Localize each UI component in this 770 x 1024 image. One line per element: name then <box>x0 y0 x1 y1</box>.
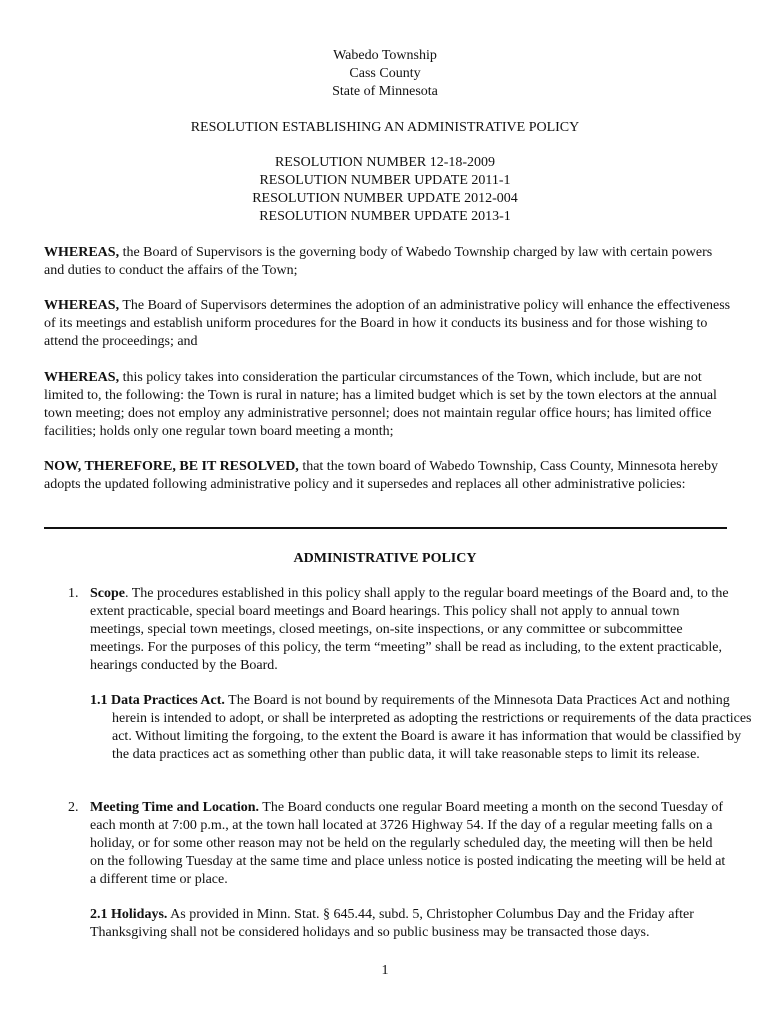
whereas-text: the Board of Supervisors is the governing body of Wabedo Township charged by law with certain powers and duties to conduct the affairs of the Town; <box>44 245 713 278</box>
resolution-number: RESOLUTION NUMBER 12-18-2009 <box>274 155 496 170</box>
state-name: State of Minnesota <box>332 84 438 99</box>
township-name: Wabedo Township <box>333 48 437 63</box>
whereas-clause <box>44 369 734 441</box>
resolution-number: RESOLUTION NUMBER UPDATE 2012-004 <box>252 191 518 206</box>
section-text: . The procedures established in this policy shall apply to the regular board meetings of the Board and, to the extent practicable, special board meetings and Board hearings. This policy shall not apply to annual town meetings, special town meetings, closed meetings, on-site inspections, or any committee or subcommittee meetings. For the purposes of this policy, the term “meeting” shall be read as including, to the extent practicable, hearings conducted by the Board. <box>90 586 729 673</box>
whereas-text: this policy takes into consideration the particular circumstances of the Town, which include, but are not limited to, the following: the Town is rural in nature; has a limited budget which is set by the town electors at the annual town meeting; does not employ any administrative personnel; does not maintain regular office hours; has limited office facilities; holds only one regular town board meeting a month; <box>44 370 717 439</box>
page-number: 1 <box>381 963 389 978</box>
policy-section-meeting-time <box>90 799 730 889</box>
county-name: Cass County <box>349 66 421 81</box>
section-number: 2. <box>68 800 79 815</box>
section-text: The Board conducts one regular Board meeting a month on the second Tuesday of each month at 7:00 p.m., at the town hall located at 3726 Highway 54. If the day of a regular meeting falls on a holiday, or for some other reason may not be held on the regularly scheduled day, the meeting will then be held on the following Tuesday at the same time and place unless notice is posted indicating the meeting will be held at a different time or place. <box>90 800 726 887</box>
section-number: 1. <box>68 586 79 601</box>
whereas-clause <box>44 244 734 280</box>
section-title: 1.1 Data Practices Act. <box>90 693 225 708</box>
resolution-number: RESOLUTION NUMBER UPDATE 2011-1 <box>259 173 511 188</box>
section-title: Meeting Time and Location. <box>90 800 260 815</box>
resolution-title: RESOLUTION ESTABLISHING AN ADMINISTRATIVE POLICY <box>190 120 580 135</box>
whereas-clause <box>44 297 734 351</box>
policy-subsection-holidays <box>90 906 730 942</box>
resolved-clause <box>44 458 734 494</box>
section-text: The Board is not bound by requirements of the Minnesota Data Practices Act and nothing herein is intended to adopt, or shall be interpreted as adopting the restrictions or requirements of the data practices act. Without limiting the forgoing, to the extent the Board is aware it has information that would be classified by the data practices act as something other than public data, it will take reasonable steps to limit its release. <box>112 693 752 762</box>
resolved-lead: NOW, THEREFORE, BE IT RESOLVED, <box>44 459 299 474</box>
whereas-lead: WHEREAS, <box>44 370 120 385</box>
policy-section-scope <box>90 585 730 675</box>
whereas-lead: WHEREAS, <box>44 245 120 260</box>
policy-subsection-data-practices <box>90 692 752 764</box>
whereas-lead: WHEREAS, <box>44 298 120 313</box>
section-text: As provided in Minn. Stat. § 645.44, subd. 5, Christopher Columbus Day and the Friday after Thanksgiving shall not be considered holidays and so public business may be transacted those days. <box>90 907 694 940</box>
policy-heading: ADMINISTRATIVE POLICY <box>293 551 477 566</box>
section-divider <box>44 527 727 529</box>
resolved-text: that the town board of Wabedo Township, Cass County, Minnesota hereby adopts the updated following administrative policy and it supersedes and replaces all other administrative policies: <box>44 459 718 492</box>
whereas-text: The Board of Supervisors determines the adoption of an administrative policy will enhance the effectiveness of its meetings and establish uniform procedures for the Board in how it conducts its business and for those wishing to attend the proceedings; and <box>44 298 731 349</box>
section-title: 2.1 Holidays. <box>90 907 168 922</box>
resolution-number: RESOLUTION NUMBER UPDATE 2013-1 <box>259 209 511 224</box>
section-title: Scope <box>90 586 125 601</box>
